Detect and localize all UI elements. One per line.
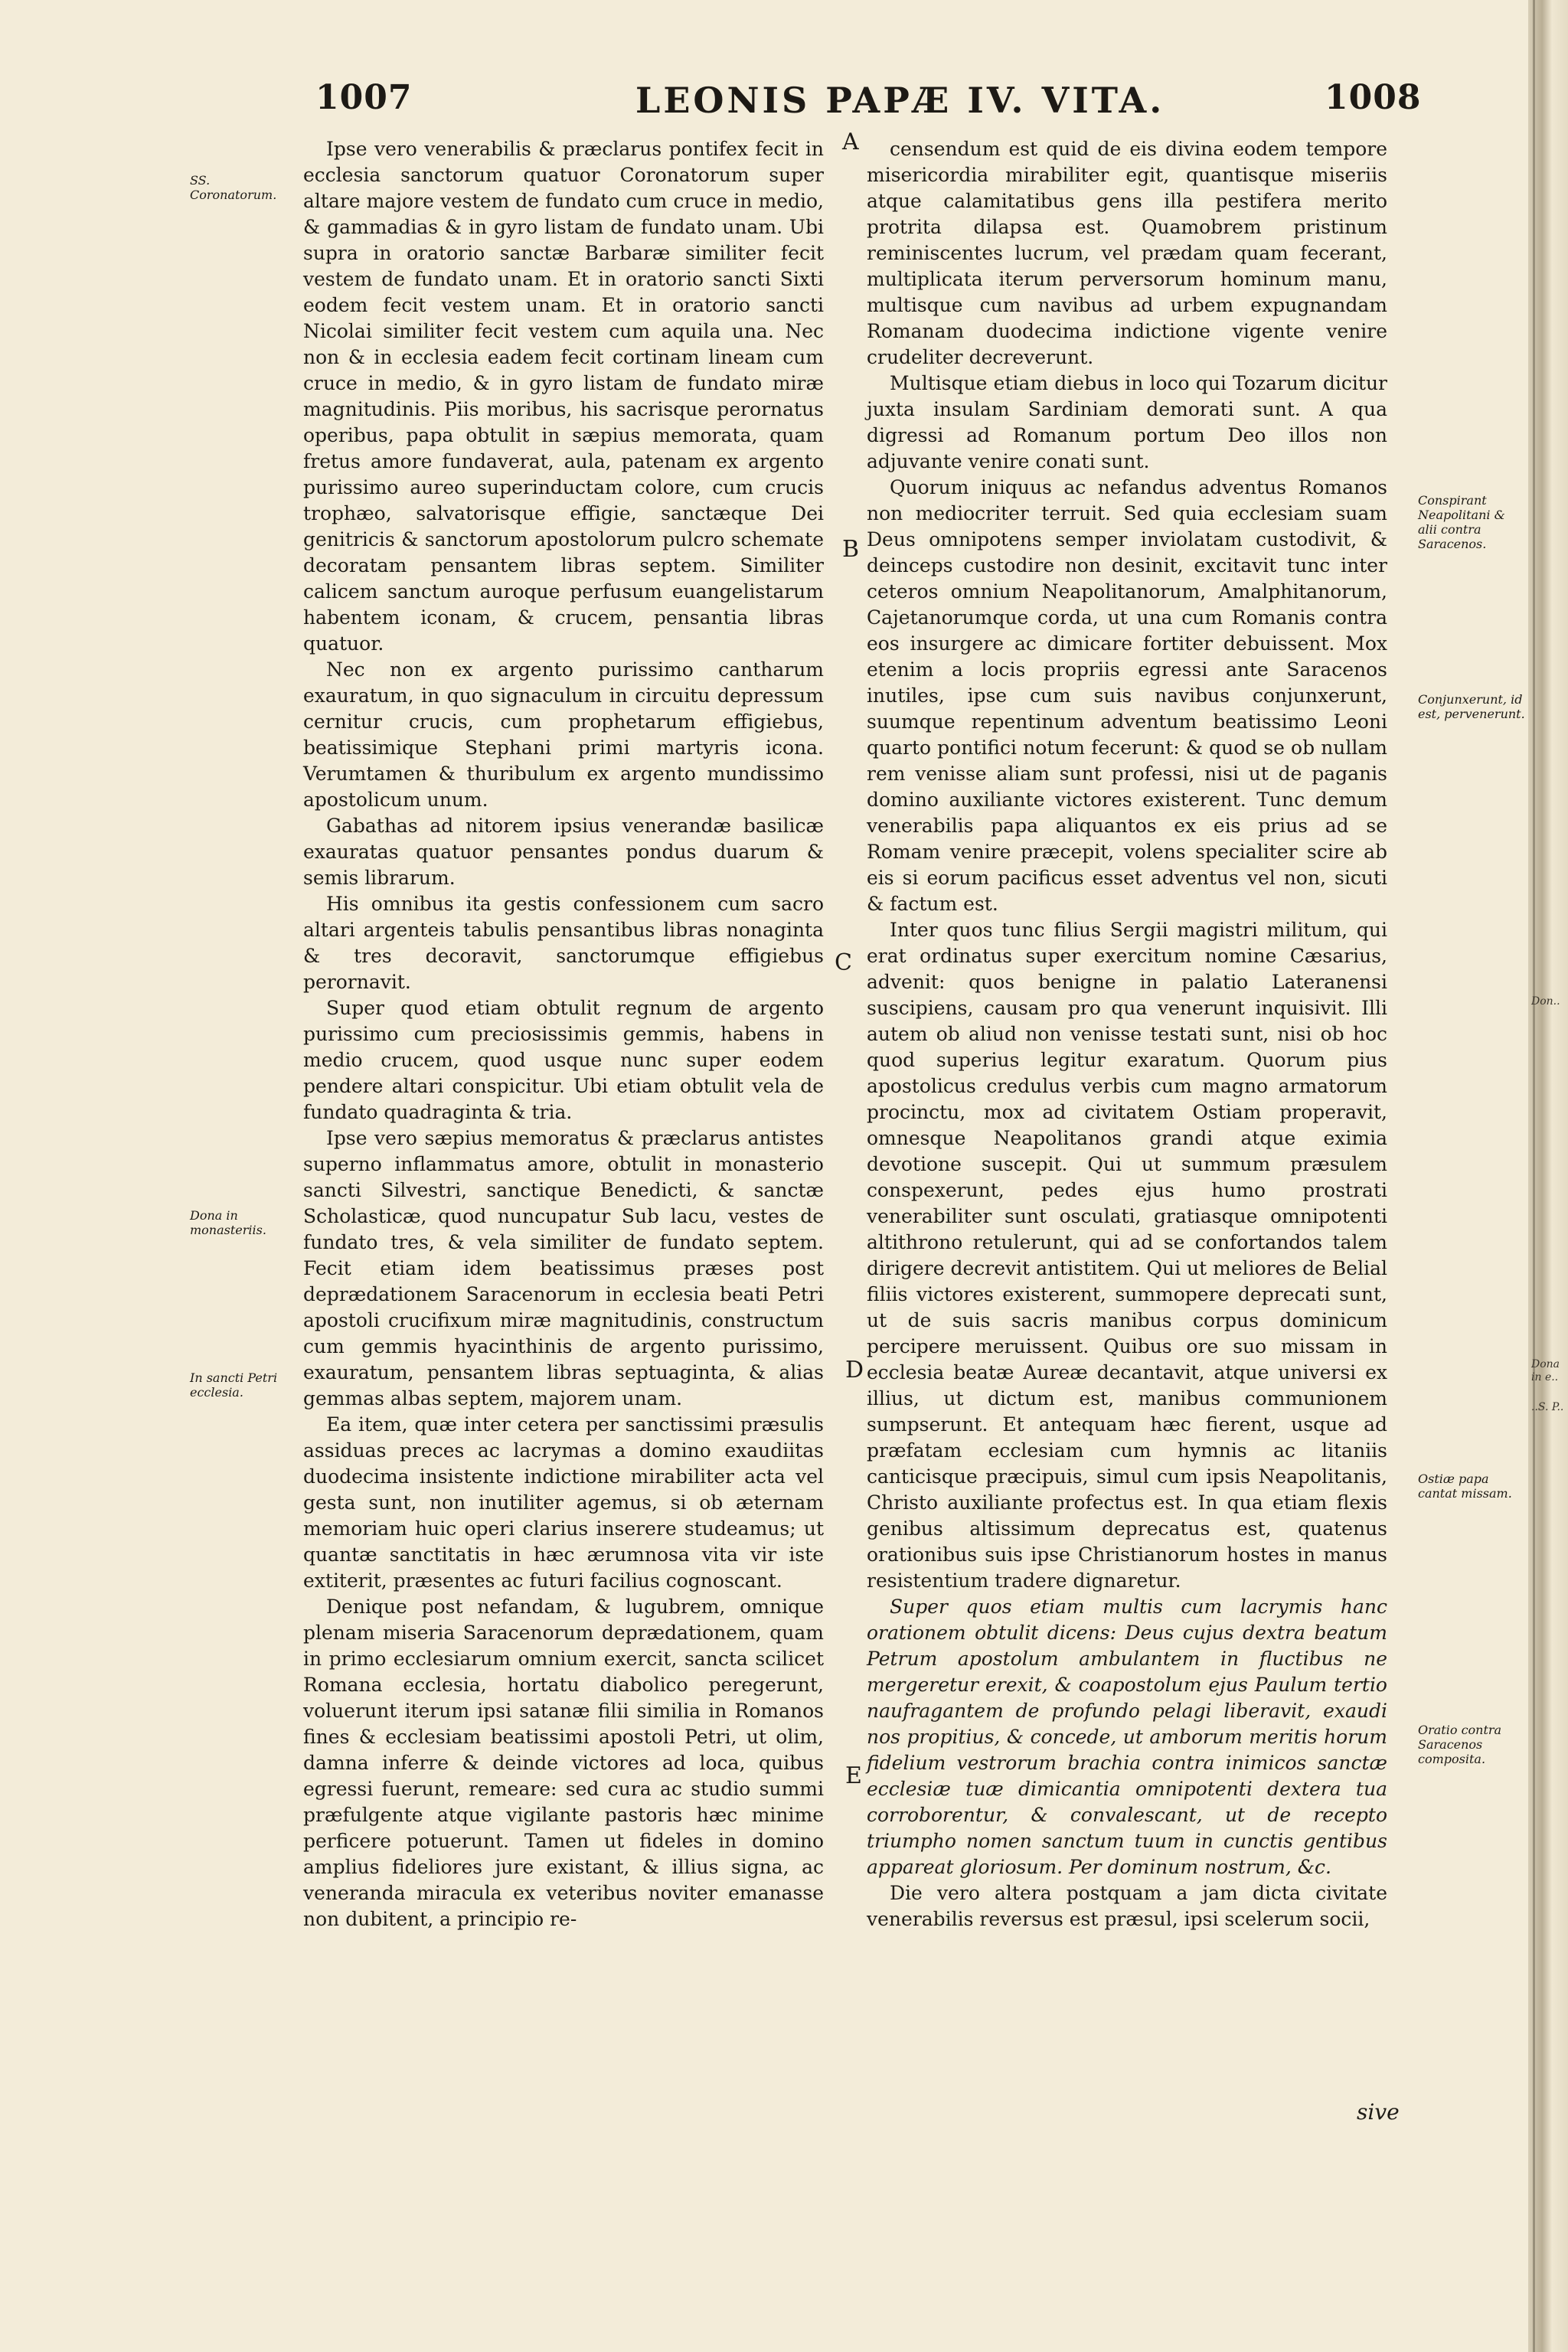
margin-note-conjunxerunt: Conjunxerunt, id est, pervenerunt. <box>1418 692 1525 721</box>
paragraph: Denique post nefandam, & lugubrem, omnique plenam miseria Saracenorum deprædationem, quam in primo ecclesiarum omnium exercit, sancta scilicet Romana ecclesia, hortatu diabolico peregerunt, voluerunt iterum ipsi satanæ filii similia in Romanos fines & ecclesiam beatissimi apostoli Petri, ut olim, damna inferre & deinde victores ad loca, quibus egressi fuerunt, remeare: sed cura ac studio summi præfulgente atque vigilante pastoris hæc minime perficere potuerunt. Tamen ut fideles in domino amplius fideliores jure existant, & illius signa, ac veneranda miracula ex veteribus noviter emanasse non dubitent, a principio re- <box>303 1596 824 1930</box>
paragraph: Inter quos tunc filius Sergii magistri militum, qui erat ordinatus super exercitum nomine Cæsarius, advenit: quos benigne in palatio Lateranensi suscipiens, causam pro qua venerunt inquisivit. Illi autem ob aliud non venisse testati sunt, nisi ob hoc quod superius legitur exaratum. Quorum pius apostolicus credulus verbis cum magno armatorum procinctu, mox ad civitatem Ostiam properavit, omnesque Neapolitanos grandi atque eximia devotione suscepit. Qui ut summum præsulem conspexerunt, pedes ejus humo prostrati venerabiliter sunt osculati, gratiasque omnipotenti altithrono retulerunt, qui ad se confortandos talem dirigere decrevit antistitem. Qui ut meliores de Belial filiis victores existerent, summopere deprecati sunt, ut de suis sacris manibus corpus dominicum percipere meruissent. Quibus ore suo missam in ecclesia beatæ Aureæ decantavit, atque universi ex illius, ut dictum est, manibus communionem sumpserunt. Et antequam hæc fierent, usque ad præfatam ecclesiam cum hymnis ac litaniis canticisque præcipuis, simul cum ipsis Neapolitanis, Christo auxiliante profectus est. In qua etiam flexis genibus altissimum deprecatus est, quatenus orationibus suis ipse Christianorum hostes in manus resistentium tradere dignaretur. <box>867 919 1387 1592</box>
right-text-column <box>867 136 1387 1932</box>
adjacent-page-fragment: Dona in e.. <box>1531 1358 1560 1383</box>
section-letter-d: D <box>845 1357 864 1383</box>
paragraph: Multisque etiam diebus in loco qui Tozarum dicitur juxta insulam Sardiniam demorati sunt. A qua digressi ad Romanum portum Deo illos non adjuvante venire conati sunt. <box>867 372 1387 472</box>
margin-note-coronatorum: SS. Coronatorum. <box>190 173 277 202</box>
margin-note-ostiae: Ostiæ papa cantat missam. <box>1418 1472 1512 1501</box>
paragraph: Ipse vero sæpius memoratus & præclarus antistes superno inflammatus amore, obtulit in monasterio sancti Silvestri, sanctique Benedicti, & sanctæ Scholasticæ, quod nuncupatur Sub lacu, vestes de fundato tres, & vela similiter de fundato septem. Fecit etiam idem beatissimus præses post deprædationem Saracenorum in ecclesia beati Petri apostoli crucifixum miræ magnitudinis, constructum cum gemmis hyacinthinis de argento purissimo, exauratum, pensantem libras septuaginta, & alias gemmas albas septem, majorem unam. <box>303 1127 824 1410</box>
section-letter-e: E <box>845 1762 862 1789</box>
paragraph: censendum est quid de eis divina eodem tempore misericordia mirabiliter egit, quantisque miseriis atque calamitatibus gens illa pestifera merito protrita dilapsa est. Quamobrem pristinum reminiscentes lucrum, vel prædam quam fecerant, multiplicata iterum perversorum hominum manu, multisque cum navibus ad urbem expugnandam Romanam duodecima indictione vigente venire crudeliter decreverunt. <box>867 138 1387 368</box>
adjacent-page-fragment: Don.. <box>1531 995 1560 1008</box>
paragraph: Gabathas ad nitorem ipsius venerandæ basilicæ exauratas quatuor pensantes pondus duarum & semis librarum. <box>303 815 824 889</box>
paragraph: Quorum iniquus ac nefandus adventus Romanos non mediocriter terruit. Sed quia ecclesiam suam Deus omnipotens semper inviolatam custodivit, & deinceps custodire non desinit, excitavit tunc inter ceteros omnium Neapolitanorum, Amalphitanorum, Cajetanorumque corda, ut una cum Romanis contra eos insurgere ac dimicare fortiter debuissent. Mox etenim a locis propriis egressi ante Saracenos inutiles, ipse cum suis navibus conjunxerunt, suumque repentinum adventum beatissimo Leoni quarto pontifici notum fecerunt: & quod se ob nullam rem venisse aliam sunt professi, nisi ut de paganis domino auxiliante victores existerent. Tunc demum venerabilis papa aliquantos ex eis prius ad se Romam venire præcepit, volens specialiter scire ab eis si eorum pacificus esset adventus vel non, sicuti & factum est. <box>867 476 1387 915</box>
prayer-paragraph: Super quos etiam multis cum lacrymis hanc orationem obtulit dicens: Deus cujus dextra beatum Petrum apostolum ambulantem in fluctibus ne mergeretur erexit, & coapostolum ejus Paulum tertio naufragantem de profundo pelagi liberavit, exaudi nos propitius, & concede, ut amborum meritis horum fidelium vestrorum brachia contra inimicos sanctæ ecclesiæ tuæ dimicantia omnipotenti dextera tua corroborentur, & convalescant, ut de recepto triumpho nomen sanctum tuum in cunctis gentibus appareat gloriosum. Per dominum nostrum, &c. <box>867 1596 1387 1878</box>
paragraph: Ea item, quæ inter cetera per sanctissimi præsulis assiduas preces ac lacrymas a domino exaudiitas duodecima insistente indictione mirabiliter acta vel gesta sunt, non inutiliter agemus, si ob æternam memoriam huic operi clarius inserere studeamus; ut quantæ sanctitatis in hæc ærumnosa vita vir iste extiterit, præsentes ac futuri facilius cognoscant. <box>303 1413 824 1592</box>
adjacent-page-fragment: ..S. P.. <box>1531 1401 1564 1413</box>
running-title: LEONIS PAPÆ IV. VITA. <box>635 80 1165 121</box>
section-letter-b: B <box>842 536 860 563</box>
left-text-column <box>303 136 824 1932</box>
margin-note-oratio: Oratio contra Saracenos composita. <box>1418 1723 1502 1766</box>
paragraph: Ipse vero venerabilis & præclarus pontifex fecit in ecclesia sanctorum quatuor Coronatorum super altare majore vestem de fundato cum cruce in medio, & gammadias & in gyro listam de fundato unam. Ubi supra in oratorio sanctæ Barbaræ similiter fecit vestem de fundato unam. Et in oratorio sancti Sixti eodem fecit vestem unam. Et in oratorio sancti Nicolai similiter fecit vestem cum aquila una. Nec non & in ecclesia eadem fecit cortinam lineam cum cruce in medio, & in gyro listam de fundato miræ magnitudinis. Piis moribus, his sacrisque perornatus operibus, papa obtulit in sæpius memorata, quam fretus amore fundaverat, aula, patenam ex argento purissimo aureo superinductam colore, cum crucis trophæo, salvatorisque effigie, sanctæque Dei genitricis & sanctorum apostolorum pulcro schemate decoratam pensantem libras septem. Similiter calicem sanctum auroque perfusum euangelistarum habentem iconam, & crucem, pensantia libras quatuor. <box>303 138 824 655</box>
catchword: sive <box>1357 2099 1400 2125</box>
page-number-right: 1008 <box>1325 78 1422 117</box>
margin-note-dona-monasteriis: Dona in monasteriis. <box>190 1208 266 1237</box>
margin-note-sancti-petri: In sancti Petri ecclesia. <box>190 1370 278 1400</box>
paragraph: Nec non ex argento purissimo cantharum exauratum, in quo signaculum in circuitu depressum cernitur crucis, cum prophetarum effigiebus, beatissimique Stephani primi martyris icona. Verumtamen & thuribulum ex argento mundissimo apostolicum unum. <box>303 658 824 811</box>
margin-note-conspirant: Conspirant Neapolitani & alii contra Saracenos. <box>1418 493 1505 551</box>
section-letter-a: A <box>842 129 859 155</box>
page-number-left: 1007 <box>315 78 413 117</box>
section-letter-c: C <box>835 949 852 976</box>
paragraph: Super quod etiam obtulit regnum de argento purissimo cum preciosissimis gemmis, habens in medio crucem, quod usque nunc super eodem pendere altari conspicitur. Ubi etiam obtulit vela de fundato quadraginta & tria. <box>303 997 824 1123</box>
spine-edge <box>1533 0 1535 2352</box>
paragraph: His omnibus ita gestis confessionem cum sacro altari argenteis tabulis pensantibus libras nonaginta & tres decoravit, sanctorumque effigiebus perornavit. <box>303 893 824 993</box>
paragraph: Die vero altera postquam a jam dicta civitate venerabilis reversus est præsul, ipsi scelerum socii, <box>867 1882 1387 1930</box>
